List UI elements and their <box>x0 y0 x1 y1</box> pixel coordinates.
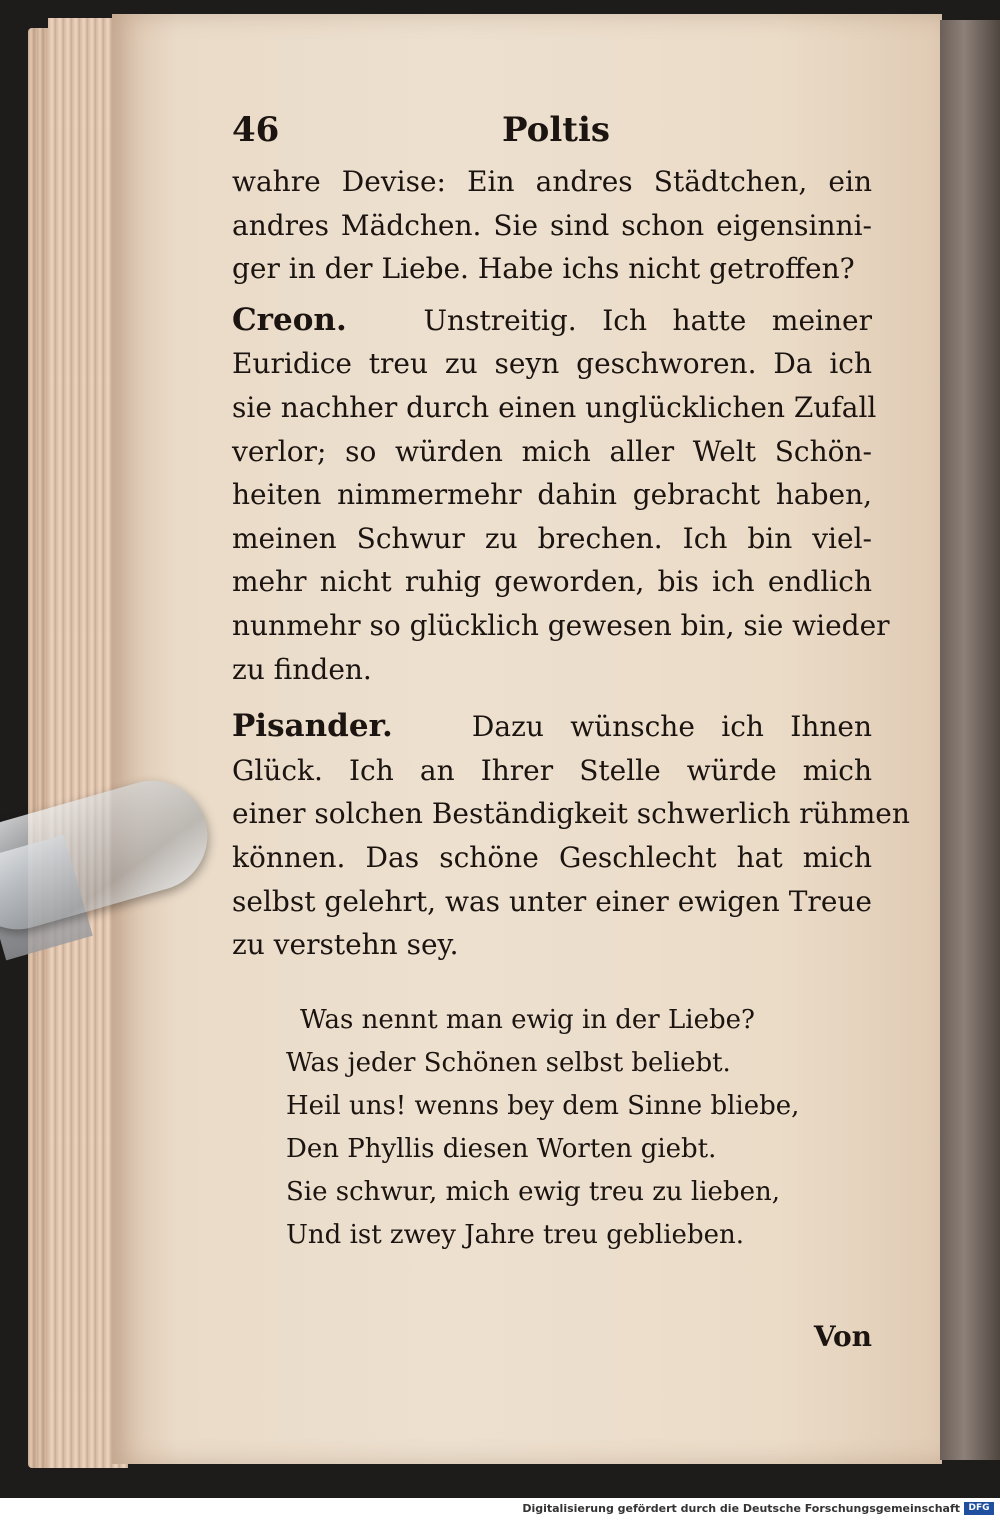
text-line: nunmehr so glücklich gewesen bin, sie wieder <box>232 608 890 642</box>
dfg-logo-icon: DFG <box>964 1502 994 1515</box>
text-line: meinen Schwur zu brechen. Ich bin viel- <box>232 521 872 555</box>
running-title: Poltis <box>502 110 611 150</box>
verse-line: Was nennt man ewig in der Liebe? <box>300 1004 755 1035</box>
verse-line: Den Phyllis diesen Worten giebt. <box>286 1133 717 1164</box>
verse-line: Sie schwur, mich ewig treu zu lieben, <box>286 1176 780 1207</box>
text-fragment: Dazu wünsche ich Ihnen <box>471 710 873 744</box>
page-header <box>232 110 872 160</box>
text-line: können. Das schöne Geschlecht hat mich <box>232 840 872 874</box>
paragraph-pisander <box>232 705 910 967</box>
text-line: verlor; so würden mich aller Welt Schön- <box>232 434 872 468</box>
paragraph-creon <box>232 299 890 691</box>
text-line <box>232 705 872 749</box>
paragraph-continuation <box>232 160 872 291</box>
verse-line: Und ist zwey Jahre treu geblieben. <box>286 1219 744 1250</box>
page-number: 46 <box>232 110 280 150</box>
verse-line: Heil uns! wenns bey dem Sinne bliebe, <box>286 1090 800 1121</box>
page-content <box>232 110 910 1353</box>
catchword: Von <box>813 1320 872 1353</box>
text-line: zu finden. <box>232 652 372 686</box>
text-line: zu verstehn sey. <box>232 928 459 962</box>
text-line: heiten nimmermehr dahin gebracht haben, <box>232 478 872 512</box>
text-fragment: Unstreitig. Ich hatte meiner <box>423 303 872 337</box>
book-cover-edge <box>940 20 1000 1460</box>
text-line: selbst gelehrt, was unter einer ewigen Treue <box>232 884 872 918</box>
text-line <box>232 299 872 343</box>
text-line: wahre Devise: Ein andres Städtchen, ein <box>232 165 872 198</box>
text-line: einer solchen Beständigkeit schwerlich rühmen <box>232 797 910 831</box>
speaker-name: Pisander. <box>232 708 393 745</box>
speaker-name: Creon. <box>232 301 347 338</box>
footer-bar <box>0 1498 1000 1520</box>
verse-line: Was jeder Schönen selbst beliebt. <box>286 1047 731 1078</box>
funding-credit: Digitalisierung gefördert durch die Deutsche Forschungsgemeinschaft <box>522 1502 960 1515</box>
verse-stanza <box>232 999 872 1257</box>
text-line: sie nachher durch einen unglücklichen Zufall <box>232 390 877 424</box>
text-line: Glück. Ich an Ihrer Stelle würde mich <box>232 753 872 787</box>
text-line: Euridice treu zu seyn geschworen. Da ich <box>232 347 872 381</box>
text-line: andres Mädchen. Sie sind schon eigensinni- <box>232 208 872 242</box>
text-line: mehr nicht ruhig geworden, bis ich endlich <box>232 565 872 599</box>
text-line: ger in der Liebe. Habe ichs nicht getroffen? <box>232 252 855 286</box>
